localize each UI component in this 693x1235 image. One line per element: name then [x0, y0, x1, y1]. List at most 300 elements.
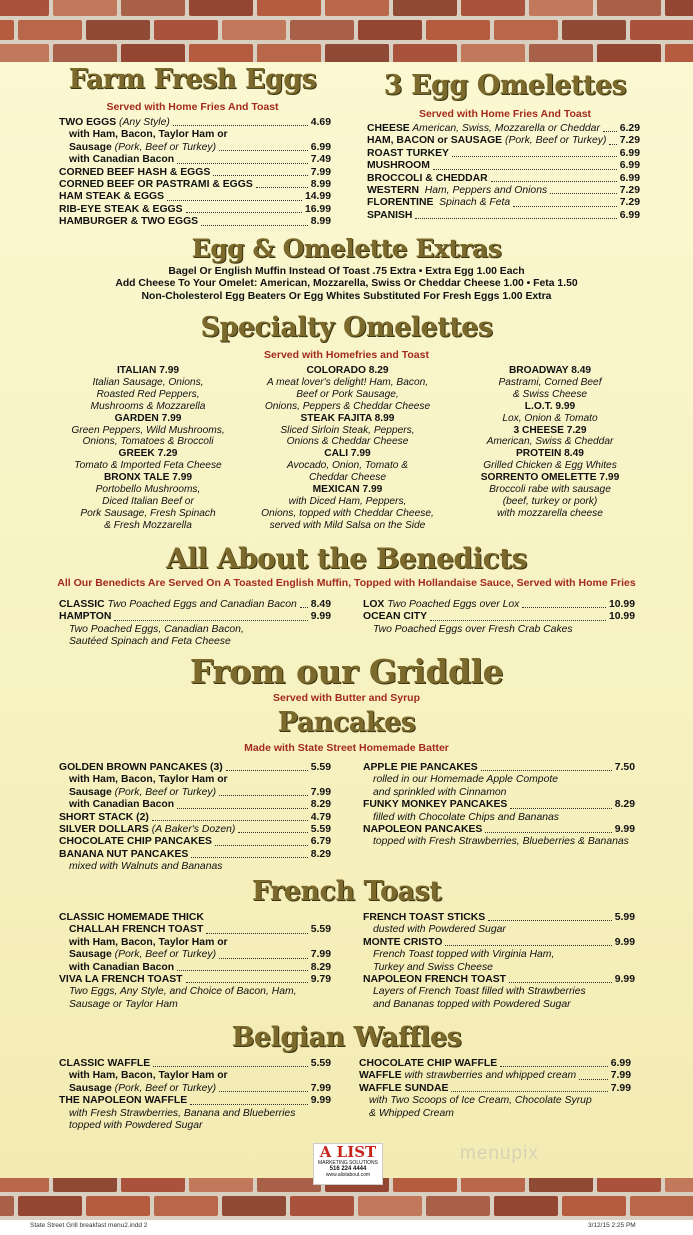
brick — [630, 20, 693, 40]
brick — [0, 0, 49, 16]
leader-dots — [579, 1070, 608, 1079]
logo-sub: MARKETING SOLUTIONS — [317, 1160, 378, 1166]
menu-item — [59, 912, 331, 924]
brick — [529, 0, 593, 16]
brick — [0, 20, 14, 40]
brick — [325, 0, 389, 16]
item-price: 6.99 — [610, 1058, 631, 1069]
omelette-desc: Mushrooms & Mozzarella — [90, 400, 206, 412]
item-description: Sausage or Taylor Ham — [69, 998, 178, 1010]
item-price: 9.99 — [614, 974, 635, 986]
omelette-desc: Sliced Sirloin Steak, Peppers, — [280, 424, 415, 436]
brick — [154, 20, 218, 40]
french-toast-title: French Toast — [251, 876, 442, 907]
omelette-name: MEXICAN 7.99 — [312, 484, 383, 496]
leader-dots — [226, 762, 308, 771]
pancakes-subtitle: Made with State Street Homemade Batter — [244, 742, 449, 754]
item-price: 14.99 — [304, 191, 331, 203]
item-name: with Canadian Bacon — [69, 961, 175, 973]
item-name: with Ham, Bacon, Taylor Ham or — [69, 936, 228, 948]
omelette-desc: Onions, Tomatoes & Broccoli — [82, 436, 214, 448]
omelette-name: 3 CHEESE 7.29 — [513, 424, 587, 436]
omelette-desc: Beef or Pork Sausage, — [296, 388, 399, 400]
leader-dots — [186, 974, 308, 983]
item-description: and Bananas topped with Powdered Sugar — [373, 998, 571, 1010]
item-desc: Ham, Peppers and Onions — [418, 185, 548, 197]
item-desc: Two Poached Eggs over Lox — [384, 599, 520, 610]
leader-dots — [190, 1095, 308, 1104]
omelette-desc: Cheddar Cheese — [308, 472, 387, 484]
item-name: HAM STEAK & EGGS — [59, 191, 165, 203]
brick — [529, 44, 593, 62]
item-description: with Fresh Strawberries, Banana and Blueberries — [69, 1107, 296, 1119]
menu-item — [359, 1058, 631, 1070]
brick — [0, 1178, 49, 1192]
brick — [562, 20, 626, 40]
omelette-name: STEAK FAJITA 8.99 — [300, 412, 395, 424]
omelette-desc: & Swiss Cheese — [512, 388, 588, 400]
leader-dots — [300, 599, 308, 608]
item-description: filled with Chocolate Chips and Bananas — [373, 811, 559, 823]
farm-eggs-title: Farm Fresh Eggs — [68, 64, 317, 95]
item-price: 8.49 — [310, 599, 331, 610]
leader-dots — [485, 824, 611, 833]
item-name: BANANA NUT PANCAKES — [59, 848, 189, 860]
item-name: with Canadian Bacon — [69, 799, 175, 811]
omelette-desc: Diced Italian Beef or — [102, 495, 194, 507]
brick — [257, 0, 321, 16]
brick — [18, 1196, 82, 1216]
brick — [665, 0, 693, 16]
brick — [630, 1196, 693, 1216]
brick — [154, 1196, 218, 1216]
omelette-desc: Pastrami, Corned Beef — [498, 376, 602, 388]
omelettes-title: 3 Egg Omelettes — [383, 70, 627, 101]
extras-line: Bagel Or English Muffin Instead Of Toast .75 Extra • Extra Egg 1.00 Each — [168, 266, 525, 277]
brick — [597, 1178, 661, 1192]
french-toast-left — [59, 912, 331, 1011]
item-name: CHOCOLATE CHIP PANCAKES — [59, 836, 212, 848]
item-name: CHALLAH FRENCH TOAST — [69, 924, 204, 936]
waffles-title: Belgian Waffles — [231, 1022, 462, 1053]
brick — [665, 44, 693, 62]
leader-dots — [256, 179, 308, 188]
alist-logo — [313, 1143, 383, 1185]
extras-line: Add Cheese To Your Omelet: American, Mozzarella, Swiss Or Cheddar Cheese 1.00 • Feta 1.50 — [115, 278, 578, 290]
brick — [121, 44, 185, 62]
item-price: 5.59 — [310, 924, 331, 936]
extras-line: Non-Cholesterol Egg Beaters Or Egg Whites Substituted For Fresh Eggs 1.00 Extra — [141, 290, 552, 302]
brick — [189, 1178, 253, 1192]
menu-item — [59, 611, 331, 623]
menu-item — [59, 1095, 331, 1107]
brick — [53, 1178, 117, 1192]
brick — [222, 1196, 286, 1216]
omelette-desc: (beef, turkey or pork) — [502, 495, 598, 507]
item-price: 8.29 — [310, 961, 331, 973]
menu-item — [59, 142, 331, 154]
item-description: dusted with Powdered Sugar — [373, 924, 506, 936]
item-name: WAFFLE SUNDAE — [359, 1082, 449, 1094]
leader-dots — [488, 912, 612, 921]
griddle-subtitle: Served with Butter and Syrup — [272, 692, 421, 704]
item-price: 5.59 — [310, 824, 331, 836]
item-price: 9.99 — [310, 611, 331, 623]
item-price: 7.29 — [619, 185, 640, 197]
item-price: 6.99 — [619, 147, 640, 159]
brick — [189, 44, 253, 62]
omelette-name: GARDEN 7.99 — [114, 412, 182, 424]
leader-dots — [177, 154, 308, 163]
menu-item — [367, 173, 640, 185]
menu-item — [59, 179, 331, 191]
item-price: 6.29 — [619, 123, 640, 134]
item-price: 7.99 — [610, 1070, 631, 1082]
brick — [393, 1178, 457, 1192]
menu-item — [59, 836, 331, 848]
item-price: 6.99 — [619, 160, 640, 172]
item-description: with Two Scoops of Ice Cream, Chocolate Syrup — [369, 1095, 592, 1107]
brick — [562, 1196, 626, 1216]
menu-item — [359, 1070, 631, 1082]
menu-item — [363, 824, 635, 836]
brick — [257, 44, 321, 62]
menu-item — [367, 160, 640, 172]
menu-item — [367, 123, 640, 135]
menu-item — [59, 799, 331, 811]
omelette-desc: Italian Sausage, Onions, — [92, 376, 204, 388]
item-price: 6.99 — [619, 172, 640, 184]
item-description: Sautéed Spinach and Feta Cheese — [69, 636, 231, 648]
leader-dots — [522, 599, 606, 608]
brick — [325, 44, 389, 62]
leader-dots — [445, 937, 611, 946]
menu-item — [59, 599, 331, 611]
item-price: 7.99 — [310, 786, 331, 798]
brick — [393, 44, 457, 62]
menu-item — [367, 185, 640, 197]
item-price: 5.59 — [310, 762, 331, 773]
menu-item — [359, 1083, 631, 1095]
menu-item — [59, 1083, 331, 1095]
item-price: 7.99 — [610, 1082, 631, 1094]
menu-item — [363, 611, 635, 623]
item-desc: Two Poached Eggs and Canadian Bacon — [104, 599, 297, 610]
item-name: CHOCOLATE CHIP WAFFLE — [359, 1058, 498, 1069]
menu-item — [363, 799, 635, 811]
item-price: 16.99 — [304, 203, 331, 215]
item-price: 6.99 — [619, 209, 640, 221]
item-name: CLASSIC — [59, 599, 105, 610]
item-name: CORNED BEEF OR PASTRAMI & EGGS — [59, 179, 253, 191]
brick — [426, 1196, 490, 1216]
item-price: 7.29 — [619, 135, 640, 147]
leader-dots — [201, 216, 308, 225]
menu-item — [59, 949, 331, 961]
leader-dots — [500, 1058, 608, 1067]
leader-dots — [215, 836, 308, 845]
farm-eggs-list — [59, 117, 331, 229]
leader-dots — [415, 210, 616, 219]
specialty-col-1 — [48, 365, 248, 532]
item-price: 7.99 — [310, 1082, 331, 1094]
item-price: 4.69 — [310, 117, 331, 128]
leader-dots — [491, 173, 617, 182]
item-name: SPANISH — [367, 209, 413, 221]
brick — [53, 44, 117, 62]
item-name: WAFFLE — [359, 1070, 402, 1082]
item-name: MUSHROOM — [367, 160, 430, 172]
omelette-name: GREEK 7.29 — [118, 448, 178, 460]
item-name: CLASSIC HOMEMADE THICK — [59, 912, 204, 923]
leader-dots — [219, 1083, 308, 1092]
specialty-col-3 — [445, 365, 655, 520]
leader-dots — [603, 123, 617, 132]
omelette-desc: Broccoli rabe with sausage — [489, 484, 611, 496]
item-name: Sausage — [69, 786, 112, 798]
item-name: CLASSIC WAFFLE — [59, 1058, 151, 1069]
menu-item — [59, 812, 331, 824]
item-price: 5.99 — [614, 912, 635, 923]
brick — [461, 0, 525, 16]
specialty-col-2 — [240, 365, 455, 532]
item-price: 9.99 — [310, 1095, 331, 1107]
menu-item — [59, 774, 331, 786]
item-description: Layers of French Toast filled with Strawberries — [373, 986, 586, 998]
menu-item — [363, 937, 635, 949]
menu-item — [363, 599, 635, 611]
leader-dots — [213, 167, 308, 176]
logo-url: www.alistabout.com — [325, 1172, 371, 1178]
item-desc: with strawberries and whipped cream — [401, 1070, 577, 1082]
pancakes-right — [363, 762, 635, 849]
item-price: 7.99 — [310, 166, 331, 178]
item-desc: (Pork, Beef or Turkey) — [111, 786, 217, 798]
item-description: rolled in our Homemade Apple Compote — [373, 774, 559, 786]
menu-item — [59, 117, 331, 129]
menu-item — [59, 762, 331, 774]
item-name: with Ham, Bacon, Taylor Ham or — [69, 1070, 228, 1082]
leader-dots — [219, 142, 308, 151]
item-price: 9.79 — [310, 974, 331, 986]
item-price: 7.50 — [614, 762, 635, 773]
brick — [461, 44, 525, 62]
omelette-desc: with mozzarella cheese — [497, 507, 603, 519]
brick — [0, 44, 49, 62]
pancakes-title: Pancakes — [277, 707, 416, 738]
item-description: Two Poached Eggs over Fresh Crab Cakes — [373, 623, 573, 635]
leader-dots — [509, 974, 612, 983]
omelette-name: ITALIAN 7.99 — [116, 365, 180, 376]
brick — [86, 1196, 150, 1216]
menu-item — [59, 167, 331, 179]
item-price: 8.29 — [310, 848, 331, 860]
item-name: OCEAN CITY — [363, 611, 428, 623]
logo-phone: 516 224 4444 — [329, 1166, 367, 1172]
omelette-name: SORRENTO OMELETTE 7.99 — [480, 472, 620, 484]
brick — [257, 1178, 321, 1192]
item-name: NAPOLEON FRENCH TOAST — [363, 974, 506, 986]
item-name: with Canadian Bacon — [69, 154, 175, 166]
item-name: VIVA LA FRENCH TOAST — [59, 974, 183, 986]
item-name: FRENCH TOAST STICKS — [363, 912, 486, 923]
specialty-subtitle: Served with Homefries and Toast — [264, 349, 429, 361]
leader-dots — [510, 799, 611, 808]
omelette-name: L.O.T. 9.99 — [524, 400, 576, 412]
brick-header — [0, 0, 693, 62]
menu-item — [59, 129, 331, 141]
omelette-desc: & Fresh Mozzarella — [104, 519, 192, 531]
item-name: HAMPTON — [59, 611, 112, 623]
menu-item — [363, 912, 635, 924]
brick — [665, 1178, 693, 1192]
brick — [358, 20, 422, 40]
omelette-name: BROADWAY 8.49 — [508, 365, 592, 376]
leader-dots — [167, 191, 302, 200]
item-name: Sausage — [69, 141, 112, 153]
griddle-title: From our Griddle — [189, 652, 504, 691]
leader-dots — [219, 949, 308, 958]
brick — [189, 0, 253, 16]
item-price: 8.29 — [614, 799, 635, 811]
brick — [597, 0, 661, 16]
item-name: MONTE CRISTO — [363, 936, 443, 948]
item-name: HAM, BACON or SAUSAGE — [367, 135, 503, 147]
brick — [53, 0, 117, 16]
item-desc: (Pork, Beef or Turkey) — [502, 135, 607, 147]
waffles-right — [359, 1058, 631, 1120]
omelette-desc: served with Mild Salsa on the Side — [269, 519, 426, 531]
item-name: Sausage — [69, 949, 112, 961]
omelette-desc: A meat lover's delight! Ham, Bacon, — [266, 376, 429, 388]
leader-dots — [451, 1083, 607, 1092]
item-description: topped with Powdered Sugar — [69, 1120, 203, 1132]
item-name: FUNKY MONKEY PANCAKES — [363, 799, 508, 811]
menu-item — [59, 924, 331, 936]
menu-item — [59, 849, 331, 861]
item-price: 6.79 — [310, 836, 331, 848]
item-desc: (Any Style) — [116, 117, 170, 128]
menu-item — [367, 197, 640, 209]
leader-dots — [219, 787, 308, 796]
item-name: CORNED BEEF HASH & EGGS — [59, 166, 211, 178]
brick — [121, 0, 185, 16]
footer-date: 3/12/15 2:25 PM — [588, 1222, 636, 1229]
item-price: 5.59 — [310, 1058, 331, 1069]
item-desc: (A Baker's Dozen) — [148, 824, 236, 836]
leader-dots — [238, 824, 307, 833]
menu-item — [59, 191, 331, 203]
menu-item — [363, 974, 635, 986]
item-desc: Spinach & Feta — [433, 197, 511, 209]
leader-dots — [177, 799, 308, 808]
leader-dots — [114, 611, 307, 620]
item-name: ROAST TURKEY — [367, 147, 449, 159]
omelette-desc: American, Swiss & Cheddar — [486, 436, 614, 448]
item-description: Two Poached Eggs, Canadian Bacon, — [69, 623, 244, 635]
menu-item — [367, 210, 640, 222]
item-name: with Ham, Bacon, Taylor Ham or — [69, 129, 228, 141]
brick — [461, 1178, 525, 1192]
item-desc: (Pork, Beef or Turkey) — [111, 1082, 217, 1094]
item-description: Turkey and Swiss Cheese — [373, 961, 493, 973]
leader-dots — [191, 849, 307, 858]
omelette-name: CALI 7.99 — [324, 448, 371, 460]
menu-item — [363, 762, 635, 774]
leader-dots — [152, 812, 308, 821]
item-name: NAPOLEON PANCAKES — [363, 824, 483, 836]
brick — [0, 1196, 14, 1216]
brick — [426, 20, 490, 40]
brick — [494, 20, 558, 40]
item-price: 8.29 — [310, 799, 331, 811]
omelette-name: PROTEIN 8.49 — [516, 448, 584, 460]
omelette-desc: Avocado, Onion, Tomato & — [286, 460, 409, 472]
menu-item — [59, 216, 331, 228]
item-desc: American, Swiss, Mozzarella or Cheddar — [409, 123, 600, 134]
leader-dots — [481, 762, 612, 771]
item-description: Two Eggs, Any Style, and Choice of Bacon, Ham, — [69, 986, 297, 998]
brick — [290, 20, 354, 40]
omelette-desc: Onions, Peppers & Cheddar Cheese — [264, 400, 431, 412]
item-name: WESTERN — [367, 185, 419, 197]
brick — [290, 1196, 354, 1216]
menu-item — [367, 135, 640, 147]
item-desc: (Pork, Beef or Turkey) — [111, 949, 217, 961]
omelette-name: COLORADO 8.29 — [306, 365, 389, 376]
item-description: topped with Fresh Strawberries, Blueberries & Bananas — [373, 836, 629, 848]
omelette-desc: Grilled Chicken & Egg Whites — [483, 460, 617, 472]
item-name: Sausage — [69, 1082, 112, 1094]
leader-dots — [513, 197, 617, 206]
leader-dots — [173, 117, 308, 126]
specialty-title: Specialty Omelettes — [200, 312, 493, 343]
menu-item — [59, 974, 331, 986]
item-name: with Ham, Bacon, Taylor Ham or — [69, 774, 228, 786]
omelette-desc: Tomato & Imported Feta Cheese — [74, 460, 222, 472]
menu-item — [59, 154, 331, 166]
item-name: SHORT STACK (2) — [59, 811, 149, 823]
item-price: 7.29 — [619, 197, 640, 209]
omelette-desc: Pork Sausage, Fresh Spinach — [80, 507, 216, 519]
item-description: French Toast topped with Virginia Ham, — [373, 949, 555, 961]
pancakes-left — [59, 762, 331, 874]
menupix-watermark: menupix — [460, 1143, 539, 1164]
benedicts-left — [59, 599, 331, 649]
item-description: and sprinkled with Cinnamon — [373, 786, 507, 798]
item-name: TWO EGGS — [59, 117, 117, 128]
leader-dots — [609, 135, 616, 144]
item-price: 10.99 — [608, 611, 635, 623]
brick — [393, 0, 457, 16]
omelette-desc: Portobello Mushrooms, — [95, 484, 201, 496]
leader-dots — [153, 1058, 308, 1067]
menu-item — [59, 787, 331, 799]
brick — [222, 20, 286, 40]
extras-title: Egg & Omelette Extras — [191, 234, 502, 263]
item-description: & Whipped Cream — [369, 1107, 454, 1119]
french-toast-right — [363, 912, 635, 1011]
brick — [358, 1196, 422, 1216]
menu-item — [59, 824, 331, 836]
item-price: 6.99 — [310, 141, 331, 153]
item-name: FLORENTINE — [367, 197, 434, 209]
benedicts-subtitle: All Our Benedicts Are Served On A Toasted English Muffin, Topped with Hollandaise Sauce, Served with Home Fries — [57, 577, 636, 589]
waffles-left — [59, 1058, 331, 1132]
item-price: 8.99 — [310, 179, 331, 191]
item-description: mixed with Walnuts and Bananas — [69, 861, 223, 873]
menu-item — [59, 937, 331, 949]
